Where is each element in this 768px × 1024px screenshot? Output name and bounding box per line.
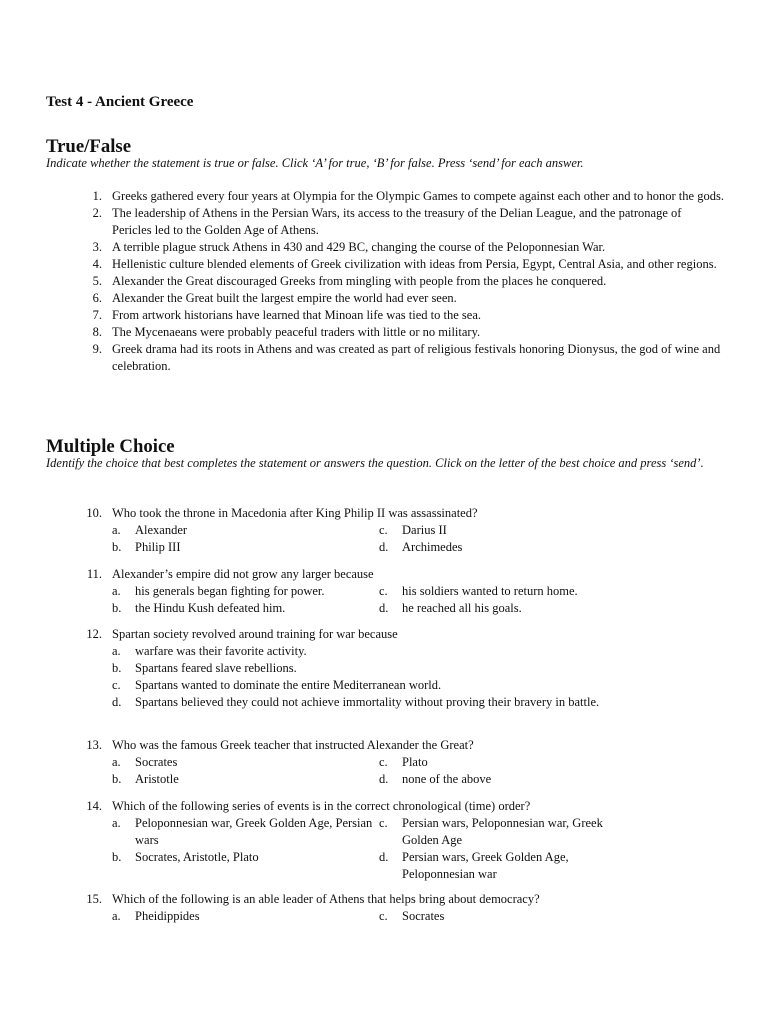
option-a[interactable] <box>112 908 379 925</box>
option-a[interactable] <box>112 583 379 600</box>
question-number: 10. <box>86 506 102 520</box>
tf-item <box>84 290 724 307</box>
question-stem <box>84 737 724 754</box>
option-letter[interactable]: c. <box>379 909 388 923</box>
option-text: Plato <box>402 755 428 769</box>
option-letter[interactable]: a. <box>112 584 121 598</box>
item-number: 8. <box>92 325 102 339</box>
option-a[interactable] <box>112 643 612 660</box>
option-text: Socrates <box>135 755 178 769</box>
option-d[interactable] <box>379 600 641 617</box>
option-letter[interactable]: d. <box>112 695 122 709</box>
option-text: his generals began fighting for power. <box>135 584 325 598</box>
question-stem <box>84 566 724 583</box>
multiple-choice-heading: Multiple Choice <box>46 436 175 457</box>
item-number: 3. <box>92 240 102 254</box>
item-number: 9. <box>92 342 102 356</box>
question-stem <box>84 505 724 522</box>
question-13 <box>84 737 724 788</box>
question-text: Spartan society revolved around training for war because <box>112 627 398 641</box>
option-letter[interactable]: d. <box>379 601 389 615</box>
option-text: Alexander <box>135 523 188 537</box>
item-text: Greek drama had its roots in Athens and was created as part of religious festivals honoring Dionysus, the god of wine and celebration. <box>112 342 721 373</box>
option-text: warfare was their favorite activity. <box>135 644 307 658</box>
option-d[interactable] <box>112 694 612 711</box>
option-text: Persian wars, Peloponnesian war, Greek Golden Age <box>402 816 603 847</box>
question-11 <box>84 566 724 617</box>
option-text: Spartans feared slave rebellions. <box>135 661 297 675</box>
option-c[interactable] <box>379 754 641 771</box>
item-number: 6. <box>92 291 102 305</box>
option-letter[interactable]: c. <box>112 678 121 692</box>
option-text: Archimedes <box>402 540 463 554</box>
option-text: Socrates <box>402 909 445 923</box>
option-c[interactable] <box>379 815 641 849</box>
answer-options <box>112 583 724 617</box>
tf-item <box>84 205 724 239</box>
item-text: Alexander the Great built the largest empire the world had ever seen. <box>112 291 457 305</box>
item-text: The leadership of Athens in the Persian Wars, its access to the treasury of the Delian League, and the patronage of Pericles led to the Golden Age of Athens. <box>112 206 682 237</box>
item-number: 7. <box>92 308 102 322</box>
option-text: Aristotle <box>135 772 179 786</box>
option-letter[interactable]: a. <box>112 816 121 830</box>
option-letter[interactable]: d. <box>379 540 389 554</box>
tf-item <box>84 273 724 290</box>
option-letter[interactable]: a. <box>112 755 121 769</box>
tf-item <box>84 188 724 205</box>
option-text: Pheidippides <box>135 909 200 923</box>
question-text: Which of the following is an able leader of Athens that helps bring about democracy? <box>112 892 540 906</box>
option-letter[interactable]: c. <box>379 816 388 830</box>
option-d[interactable] <box>379 771 641 788</box>
question-15 <box>84 891 724 925</box>
option-b[interactable] <box>112 771 379 788</box>
question-number: 11. <box>86 567 102 581</box>
question-stem <box>84 891 724 908</box>
item-number: 1. <box>92 189 102 203</box>
question-number: 15. <box>86 892 102 906</box>
option-text: Persian wars, Greek Golden Age, Peloponnesian war <box>402 850 569 881</box>
tf-item <box>84 256 724 273</box>
option-text: his soldiers wanted to return home. <box>402 584 578 598</box>
option-letter[interactable]: d. <box>379 850 389 864</box>
question-stem <box>84 626 724 643</box>
question-text: Who took the throne in Macedonia after King Philip II was assassinated? <box>112 506 478 520</box>
tf-item <box>84 341 724 375</box>
question-text: Who was the famous Greek teacher that instructed Alexander the Great? <box>112 738 474 752</box>
option-a[interactable] <box>112 522 379 539</box>
option-b[interactable] <box>112 849 379 883</box>
page-title: Test 4 - Ancient Greece <box>46 94 194 110</box>
tf-item <box>84 307 724 324</box>
item-number: 2. <box>92 206 102 220</box>
option-letter[interactable]: c. <box>379 755 388 769</box>
answer-options <box>112 643 612 711</box>
item-text: Hellenistic culture blended elements of Greek civilization with ideas from Persia, Egypt, Central Asia, and other regions. <box>112 257 717 271</box>
option-b[interactable] <box>112 600 379 617</box>
question-text: Which of the following series of events is in the correct chronological (time) order? <box>112 799 531 813</box>
item-text: Greeks gathered every four years at Olympia for the Olympic Games to compete against each other and to honor the gods. <box>112 189 724 203</box>
question-number: 12. <box>86 627 102 641</box>
option-a[interactable] <box>112 754 379 771</box>
option-text: Darius II <box>402 523 447 537</box>
answer-options <box>112 754 724 788</box>
question-text: Alexander’s empire did not grow any larger because <box>112 567 374 581</box>
question-number: 14. <box>86 799 102 813</box>
option-c[interactable] <box>379 522 641 539</box>
option-text: none of the above <box>402 772 492 786</box>
option-letter[interactable]: b. <box>112 661 122 675</box>
option-d[interactable] <box>379 849 641 883</box>
question-number: 13. <box>86 738 102 752</box>
option-text: Socrates, Aristotle, Plato <box>135 850 259 864</box>
question-10 <box>84 505 724 556</box>
multiple-choice-instructions: Identify the choice that best completes the statement or answers the question. Click on the letter of the best choice and press ‘send’. <box>46 456 704 470</box>
option-letter[interactable]: b. <box>112 850 122 864</box>
question-14 <box>84 798 724 883</box>
true-false-heading: True/False <box>46 136 132 157</box>
option-text: Spartans wanted to dominate the entire Mediterranean world. <box>135 678 442 692</box>
item-text: A terrible plague struck Athens in 430 and 429 BC, changing the course of the Peloponnesian War. <box>112 240 606 254</box>
option-letter[interactable]: a. <box>112 523 121 537</box>
option-letter[interactable]: b. <box>112 601 122 615</box>
option-letter[interactable]: c. <box>379 584 388 598</box>
option-b[interactable] <box>112 539 379 556</box>
item-text: From artwork historians have learned that Minoan life was tied to the sea. <box>112 308 481 322</box>
option-letter[interactable]: b. <box>112 540 122 554</box>
option-letter[interactable]: b. <box>112 772 122 786</box>
item-number: 4. <box>92 257 102 271</box>
option-text: Philip III <box>135 540 181 554</box>
tf-item <box>84 239 724 256</box>
option-letter[interactable]: a. <box>112 644 121 658</box>
option-c[interactable] <box>112 677 612 694</box>
option-letter[interactable]: d. <box>379 772 389 786</box>
question-12 <box>84 626 724 711</box>
option-d[interactable] <box>379 539 641 556</box>
answer-options <box>112 522 724 556</box>
option-text: Peloponnesian war, Greek Golden Age, Persian wars <box>135 816 373 847</box>
true-false-list <box>84 188 724 375</box>
option-text: he reached all his goals. <box>402 601 522 615</box>
option-a[interactable] <box>112 815 379 849</box>
option-b[interactable] <box>112 660 612 677</box>
option-c[interactable] <box>379 583 641 600</box>
option-text: the Hindu Kush defeated him. <box>135 601 286 615</box>
item-number: 5. <box>92 274 102 288</box>
true-false-instructions: Indicate whether the statement is true or false. Click ‘A’ for true, ‘B’ for false. Press ‘send’ for each answer. <box>46 156 584 170</box>
answer-options <box>112 908 724 925</box>
item-text: Alexander the Great discouraged Greeks from mingling with people from the places he conquered. <box>112 274 607 288</box>
option-text: Spartans believed they could not achieve immortality without proving their bravery in battle. <box>135 695 600 709</box>
option-letter[interactable]: a. <box>112 909 121 923</box>
option-letter[interactable]: c. <box>379 523 388 537</box>
item-text: The Mycenaeans were probably peaceful traders with little or no military. <box>112 325 481 339</box>
question-stem <box>84 798 724 815</box>
option-c[interactable] <box>379 908 641 925</box>
tf-item <box>84 324 724 341</box>
answer-options <box>112 815 724 883</box>
